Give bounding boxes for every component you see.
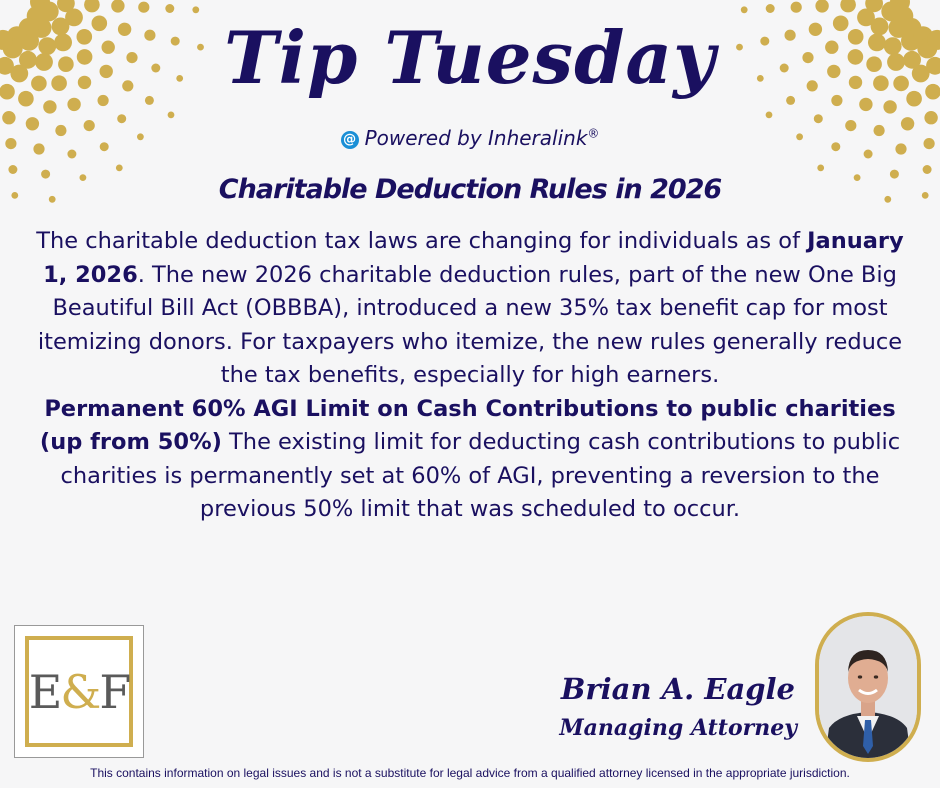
gold-dot bbox=[831, 95, 842, 106]
attorney-portrait-illustration bbox=[819, 616, 917, 758]
gold-dot bbox=[84, 0, 100, 12]
gold-dot bbox=[815, 0, 828, 13]
gold-dot bbox=[67, 150, 76, 159]
gold-dot bbox=[192, 6, 199, 13]
powered-by-text: Powered by Inheralink bbox=[364, 126, 588, 150]
gold-dot bbox=[791, 2, 802, 13]
attorney-name: Brian A. Eagle bbox=[560, 672, 795, 706]
attorney-photo bbox=[815, 612, 921, 762]
gold-dot bbox=[8, 165, 17, 174]
gold-dot bbox=[2, 111, 15, 124]
article-body bbox=[26, 225, 914, 527]
gold-dot bbox=[766, 112, 773, 119]
gold-dot bbox=[741, 6, 748, 13]
ef-logo bbox=[14, 625, 144, 758]
legal-disclaimer: This contains information on legal issues and is not a substitute for legal advice from a qualified attorney licensed in the appropriate jurisdiction. bbox=[90, 766, 850, 780]
gold-dot bbox=[923, 165, 932, 174]
p1-text-start: The charitable deduction tax laws are changing for individuals as of bbox=[36, 228, 808, 254]
gold-dot bbox=[883, 100, 896, 113]
gold-dot bbox=[165, 4, 174, 13]
gold-dot bbox=[924, 111, 937, 124]
gold-dot bbox=[98, 95, 109, 106]
paragraph-2 bbox=[26, 393, 914, 527]
article-heading: Charitable Deduction Rules in 2026 bbox=[218, 174, 722, 205]
gold-dot bbox=[145, 96, 154, 105]
gold-dot bbox=[766, 4, 775, 13]
p2-bold-heading: Permanent 60% AGI Limit on Cash Contributions to public charities (up from 50%) bbox=[39, 395, 896, 455]
gold-dot bbox=[840, 0, 856, 12]
page-title: Tip Tuesday bbox=[224, 15, 716, 100]
p1-text-end: . The new 2026 charitable deduction rules, part of the new One Big Beautiful Bill Act (OBBBA), introduced a new 35% tax benefit cap for most itemizing donors. For taxpayers who itemize, the new rules generally reduce the tax benefits, especially for high earners. bbox=[37, 261, 903, 388]
inheralink-at-icon: @ bbox=[341, 131, 359, 149]
paragraph-1 bbox=[26, 225, 914, 393]
gold-dot bbox=[116, 165, 123, 172]
gold-dot bbox=[864, 150, 873, 159]
p1-bold-date: January 1, 2026 bbox=[43, 228, 904, 288]
gold-dot bbox=[814, 114, 823, 123]
gold-dot bbox=[138, 2, 149, 13]
ef-logo-frame bbox=[25, 636, 133, 747]
gold-dot bbox=[117, 114, 126, 123]
gold-dot bbox=[786, 96, 795, 105]
gold-dot bbox=[168, 112, 175, 119]
gold-dot bbox=[817, 165, 824, 172]
attorney-role: Managing Attorney bbox=[559, 715, 797, 741]
ef-logo-mark: E&F bbox=[28, 664, 130, 719]
registered-mark: ® bbox=[587, 126, 600, 141]
gold-dot bbox=[67, 98, 80, 111]
powered-by-line bbox=[0, 126, 940, 150]
gold-dot bbox=[111, 0, 124, 13]
gold-dot bbox=[43, 100, 56, 113]
p2-text: The existing limit for deducting cash contributions to public charities is permanently set at 60% of AGI, preventing a reversion to the previous 50% limit that was scheduled to occur. bbox=[60, 429, 901, 522]
gold-dot bbox=[859, 98, 872, 111]
